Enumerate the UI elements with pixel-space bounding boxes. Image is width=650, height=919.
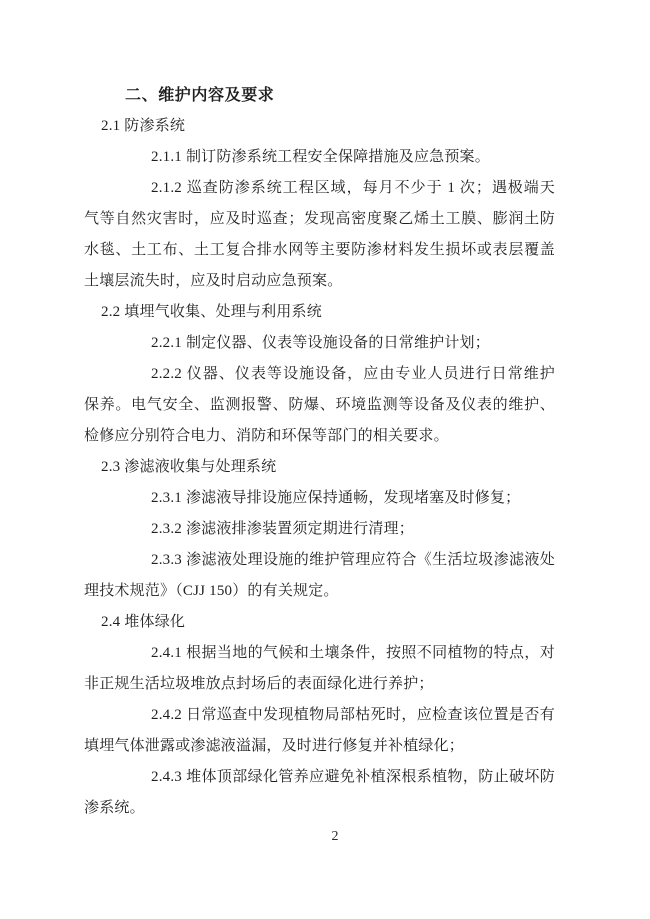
text-line: 2.4.1 根据当地的气候和土壤条件，按照不同植物的特点，对	[151, 645, 555, 661]
text-line: 检修应分别符合电力、消防和环保等部门的相关要求。	[84, 428, 449, 444]
text-line: 2.2.1 制定仪器、仪表等设施设备的日常维护计划；	[151, 335, 490, 351]
text-line: 土壤层流失时，应及时启动应急预案。	[84, 273, 343, 289]
text-line: 保养。电气安全、监测报警、防爆、环境监测等设备及仪表的维护、	[84, 397, 555, 413]
text-line: 水毯、土工布、土工复合排水网等主要防渗材料发生损坏或表层覆盖	[84, 242, 555, 258]
text-line: 2.1.1 制订防渗系统工程安全保障措施及应急预案。	[151, 149, 490, 165]
text-line: 二、维护内容及要求	[125, 87, 275, 104]
text-line: 2.2 填埋气收集、处理与利用系统	[101, 304, 322, 320]
text-line: 2.2.2 仪器、仪表等设施设备，应由专业人员进行日常维护	[151, 366, 555, 382]
text-line: 2.1 防渗系统	[101, 118, 186, 134]
text-line: 非正规生活垃圾堆放点封场后的表面绿化进行养护；	[84, 676, 434, 692]
page-number: 2	[331, 829, 339, 844]
text-line: 2.4.3 堆体顶部绿化管养应避免补植深根系植物，防止破坏防	[151, 769, 555, 785]
text-line: 2.4.2 日常巡查中发现植物局部枯死时，应检查该位置是否有	[151, 707, 555, 723]
document-body	[84, 80, 555, 824]
text-line: 2.1.2 巡查防渗系统工程区域，每月不少于 1 次；遇极端天	[151, 180, 555, 196]
text-line: 2.4 堆体绿化	[101, 614, 186, 630]
text-line: 2.3.3 渗滤液处理设施的维护管理应符合《生活垃圾渗滤液处	[151, 552, 555, 568]
text-line: 2.3 渗滤液收集与处理系统	[101, 459, 277, 475]
text-line: 气等自然灾害时，应及时巡查；发现高密度聚乙烯土工膜、膨润土防	[84, 211, 555, 227]
text-line: 2.3.1 渗滤液导排设施应保持通畅，发现堵塞及时修复；	[151, 490, 521, 506]
text-line: 填埋气体泄露或渗滤液溢漏，及时进行修复并补植绿化；	[84, 738, 465, 754]
text-line: 理技术规范》（CJJ 150）的有关规定。	[84, 583, 339, 599]
text-line: 2.3.2 渗滤液排渗装置须定期进行清理；	[151, 521, 414, 537]
text-line: 渗系统。	[84, 800, 145, 816]
